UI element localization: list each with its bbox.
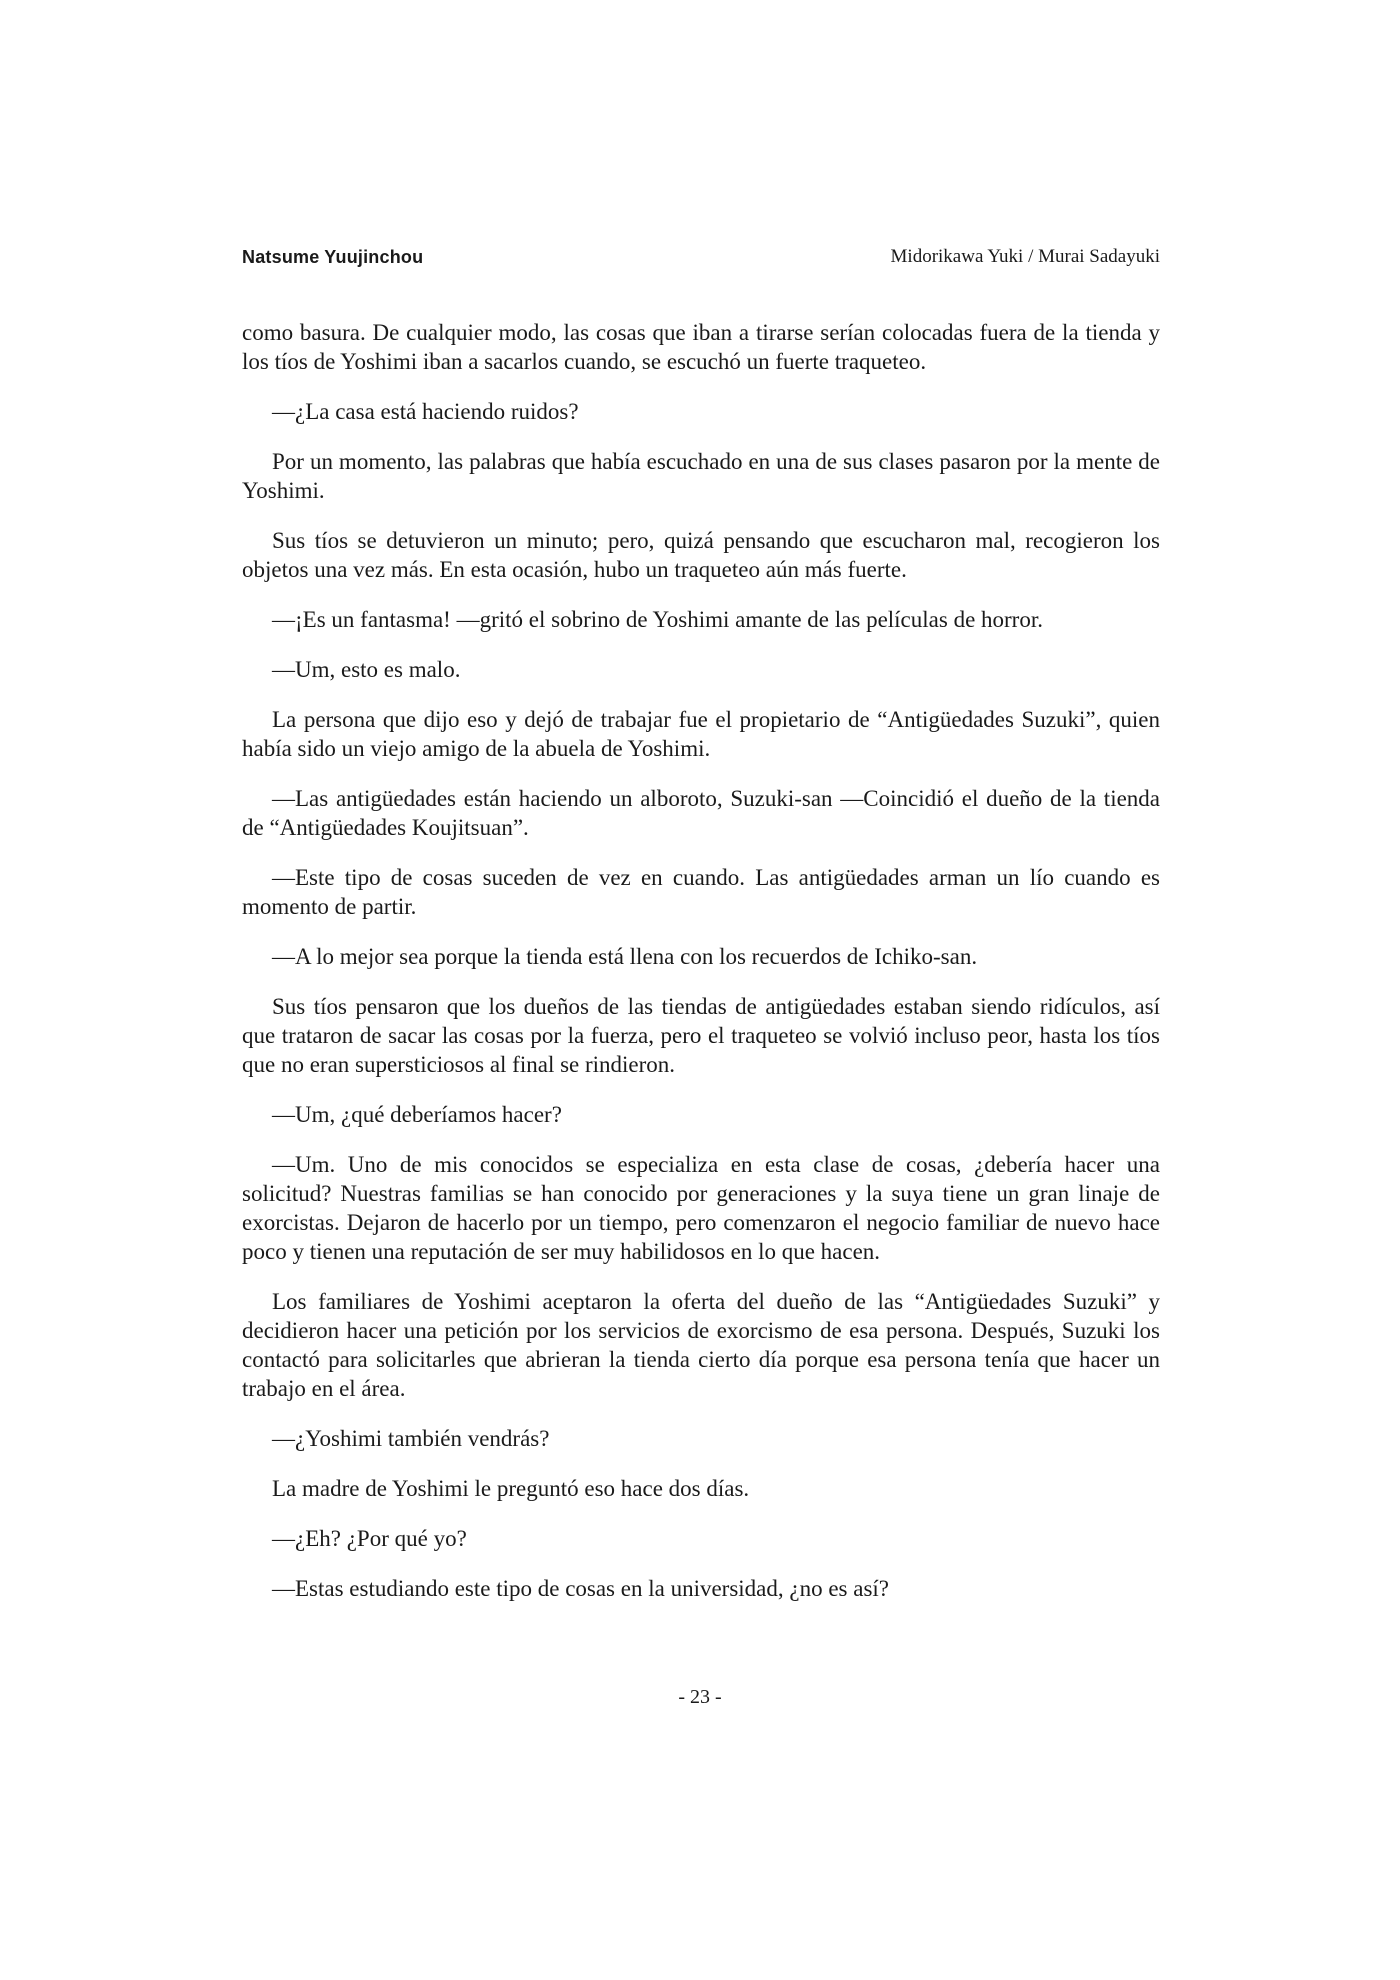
paragraph: —Estas estudiando este tipo de cosas en la universidad, ¿no es así? [272, 1576, 890, 1601]
paragraph: —Um. Uno de mis conocidos se especializa en esta clase de cosas, ¿debería hacer una solicitud? Nuestras familias se han conocido por generaciones y la suya tiene un gran linaje de exorcistas. Dejaron de hacerlo por un tiempo, pero comenzaron el negocio familiar de nuevo hace poco y tienen una reputación de ser muy habilidosos en lo que hacen. [242, 1152, 1160, 1264]
book-title: Natsume Yuujinchou [242, 246, 424, 267]
paragraph: Sus tíos pensaron que los dueños de las tiendas de antigüedades estaban siendo ridículos, así que trataron de sacar las cosas por la fuerza, pero el traqueteo se volvió incluso peor, hasta los tíos que no eran supersticiosos al final se rindieron. [242, 994, 1160, 1077]
paragraph: —¿Eh? ¿Por qué yo? [272, 1526, 467, 1551]
paragraph: Los familiares de Yoshimi aceptaron la oferta del dueño de las “Antigüedades Suzuki” y decidieron hacer una petición por los servicios de exorcismo de esa persona. Después, Suzuki los contactó para solicitarles que abrieran la tienda cierto día porque esa persona tenía que hacer un trabajo en el área. [242, 1289, 1160, 1401]
book-authors: Midorikawa Yuki / Murai Sadayuki [890, 246, 1160, 267]
paragraph: La madre de Yoshimi le preguntó eso hace dos días. [272, 1476, 750, 1501]
page-number: - 23 - [678, 1686, 722, 1708]
paragraph: Por un momento, las palabras que había escuchado en una de sus clases pasaron por la mente de Yoshimi. [242, 449, 1160, 503]
paragraph: —¿Yoshimi también vendrás? [272, 1426, 550, 1451]
paragraph: —Um, ¿qué deberíamos hacer? [272, 1102, 562, 1127]
paragraph: como basura. De cualquier modo, las cosas que iban a tirarse serían colocadas fuera de la tienda y los tíos de Yoshimi iban a sacarlos cuando, se escuchó un fuerte traqueteo. [242, 320, 1160, 374]
paragraph: —Este tipo de cosas suceden de vez en cuando. Las antigüedades arman un lío cuando es momento de partir. [242, 865, 1160, 919]
paragraph: —Las antigüedades están haciendo un alboroto, Suzuki-san —Coincidió el dueño de la tienda de “Antigüedades Koujitsuan”. [242, 786, 1160, 840]
page-body [242, 318, 1160, 1624]
paragraph: —Um, esto es malo. [272, 657, 461, 682]
paragraph: —¡Es un fantasma! —gritó el sobrino de Yoshimi amante de las películas de horror. [272, 607, 1043, 632]
paragraph: La persona que dijo eso y dejó de trabajar fue el propietario de “Antigüedades Suzuki”, quien había sido un viejo amigo de la abuela de Yoshimi. [242, 707, 1160, 761]
paragraph: —A lo mejor sea porque la tienda está llena con los recuerdos de Ichiko-san. [272, 944, 978, 969]
paragraph: —¿La casa está haciendo ruidos? [272, 399, 579, 424]
paragraph: Sus tíos se detuvieron un minuto; pero, quizá pensando que escucharon mal, recogieron los objetos una vez más. En esta ocasión, hubo un traqueteo aún más fuerte. [242, 528, 1160, 582]
page-header [242, 244, 1160, 270]
